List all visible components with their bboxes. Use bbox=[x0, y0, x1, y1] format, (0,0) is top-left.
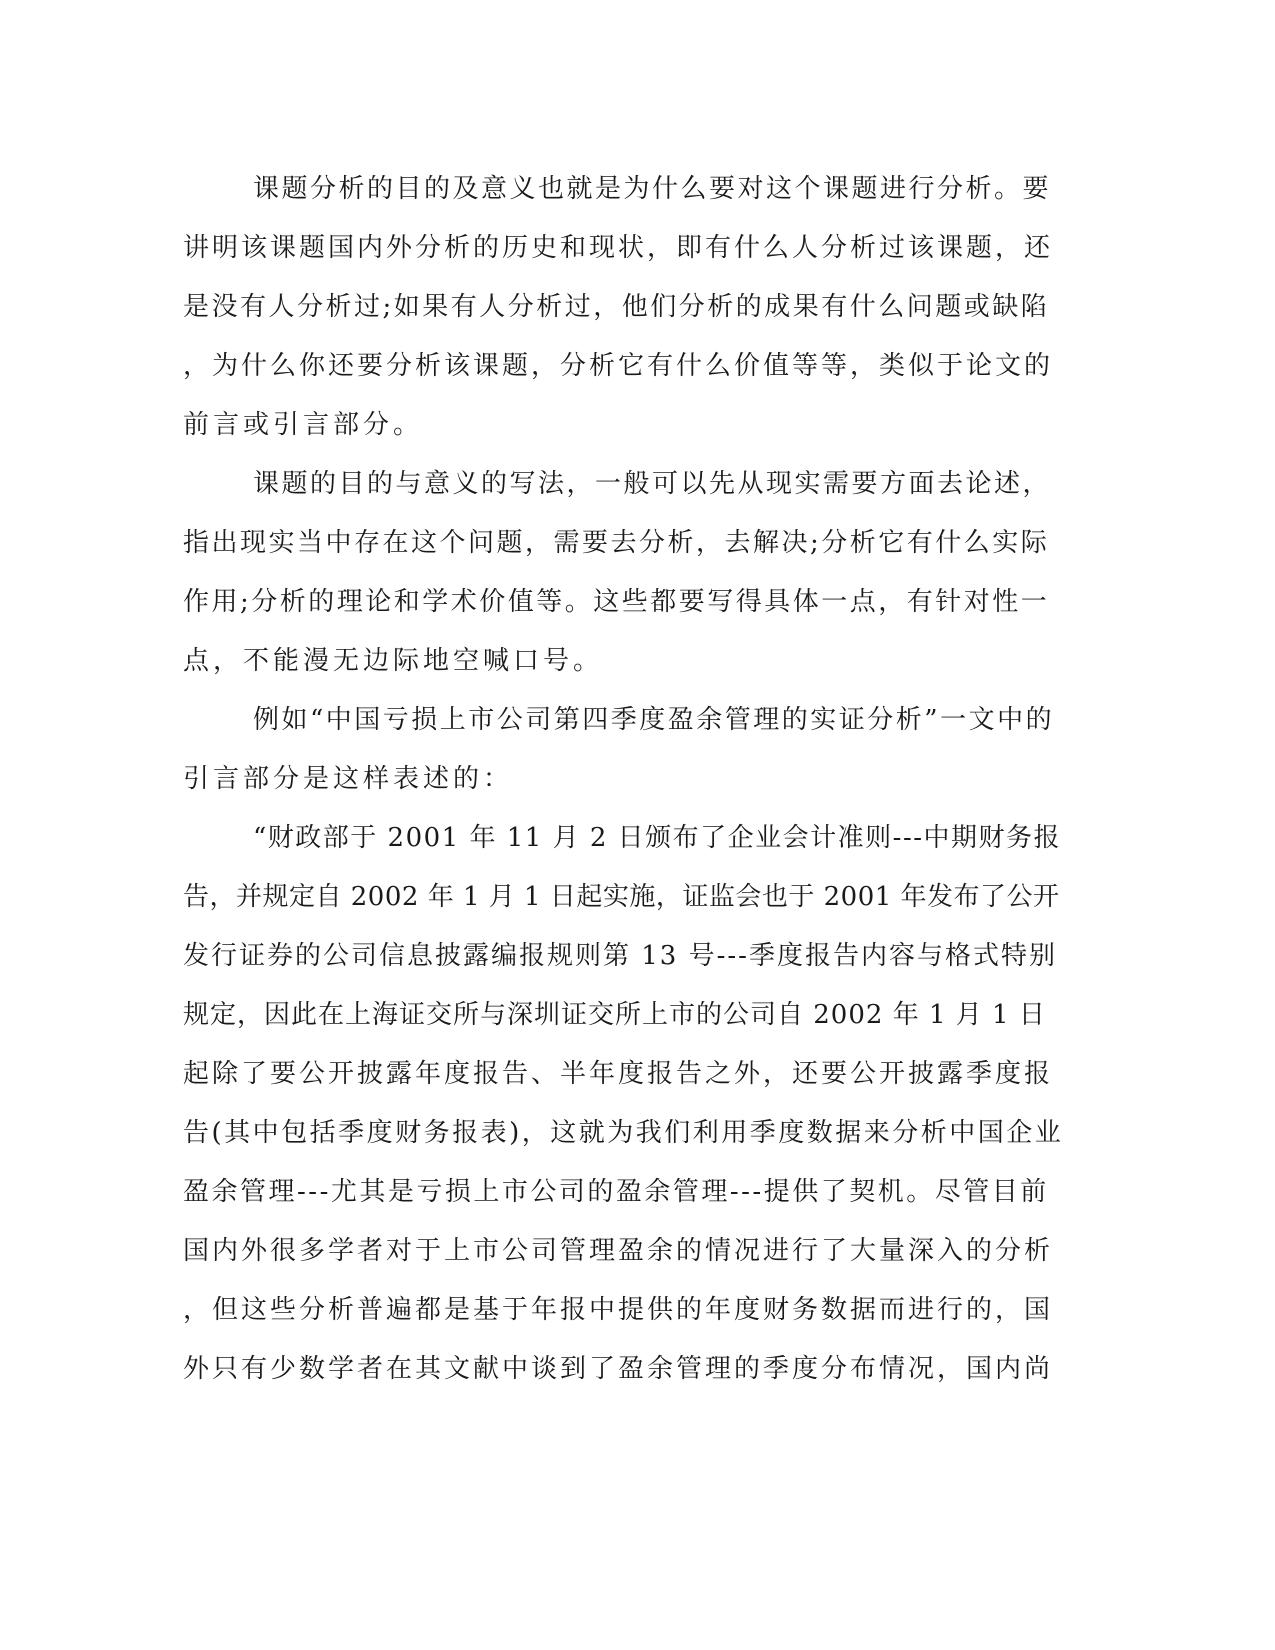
paragraph-1-line-5: 前言或引言部分。 bbox=[183, 410, 424, 440]
paragraph-1-line-4: ，为什么你还要分析该课题，分析它有什么价值等等，类似于论文的 bbox=[183, 351, 1054, 381]
paragraph-3-line-2: 引言部分是这样表述的： bbox=[183, 764, 514, 794]
quote-paragraph-line-4: 规定，因此在上海证交所与深圳证交所上市的公司自 2002 年 1 月 1 日 bbox=[183, 1000, 1046, 1030]
paragraph-2-line-2: 指出现实当中存在这个问题，需要去分析，去解决;分析它有什么实际 bbox=[183, 528, 1050, 558]
quote-paragraph-line-9: ，但这些分析普遍都是基于年报中提供的年度财务数据而进行的，国 bbox=[183, 1295, 1054, 1325]
quote-paragraph-line-10: 外只有少数学者在其文献中谈到了盈余管理的季度分布情况，国内尚 bbox=[183, 1354, 1054, 1384]
paragraph-1-line-2: 讲明该课题国内外分析的历史和现状，即有什么人分析过该课题，还 bbox=[183, 233, 1054, 263]
quote-paragraph-line-1: “财政部于 2001 年 11 月 2 日颁布了企业会计准则---中期财务报 bbox=[253, 823, 1062, 853]
quote-paragraph-line-7: 盈余管理---尤其是亏损上市公司的盈余管理---提供了契机。尽管目前 bbox=[183, 1177, 1049, 1207]
quote-paragraph-line-5: 起除了要公开披露年度报告、半年度报告之外，还要公开披露季度报 bbox=[183, 1059, 1054, 1089]
paragraph-3-line-1: 例如“中国亏损上市公司第四季度盈余管理的实证分析”一文中的 bbox=[253, 705, 1055, 735]
paragraph-1-line-3: 是没有人分析过;如果有人分析过，他们分析的成果有什么问题或缺陷 bbox=[183, 292, 1050, 322]
document-body bbox=[183, 160, 1063, 1399]
quote-paragraph-line-8: 国内外很多学者对于上市公司管理盈余的情况进行了大量深入的分析 bbox=[183, 1236, 1054, 1266]
quote-paragraph-line-3: 发行证券的公司信息披露编报规则第 13 号---季度报告内容与格式特别 bbox=[183, 941, 1057, 971]
paragraph-1-line-1: 课题分析的目的及意义也就是为什么要对这个课题进行分析。要 bbox=[253, 174, 1052, 204]
quote-paragraph-line-2: 告，并规定自 2002 年 1 月 1 日起实施，证监会也于 2001 年发布了公开 bbox=[183, 882, 1060, 912]
paragraph-2-line-3: 作用;分析的理论和学术价值等。这些都要写得具体一点，有针对性一 bbox=[183, 587, 1050, 617]
quote-paragraph-line-6: 告(其中包括季度财务报表)，这就为我们利用季度数据来分析中国企业 bbox=[183, 1118, 1064, 1148]
paragraph-2-line-1: 课题的目的与意义的写法，一般可以先从现实需要方面去论述， bbox=[253, 469, 1052, 499]
paragraph-2-line-4: 点，不能漫无边际地空喊口号。 bbox=[183, 646, 604, 676]
